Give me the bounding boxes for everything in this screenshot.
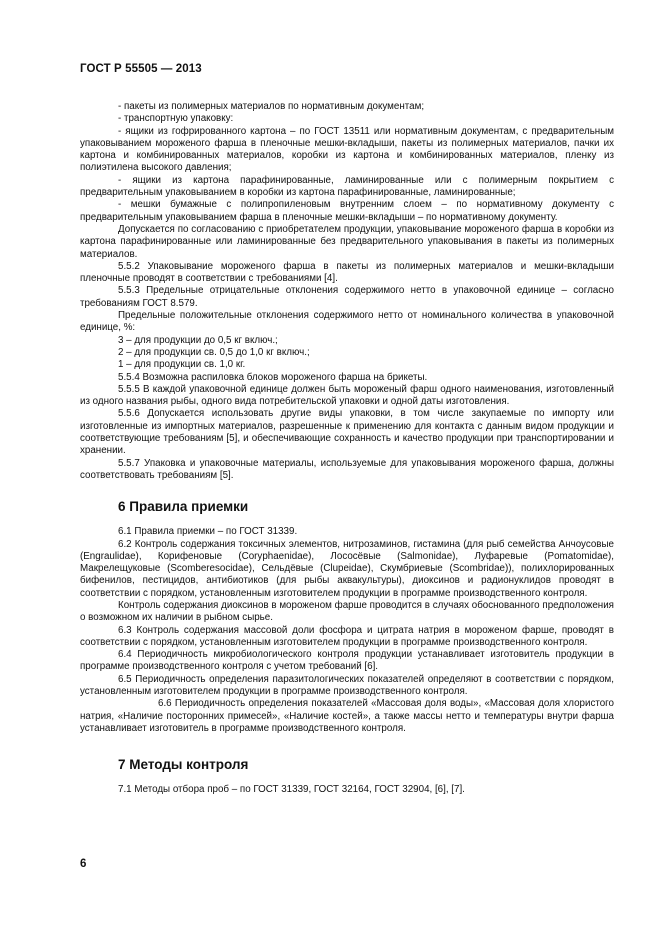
- list-item: - ящики из картона парафинированные, ламинированные или с полимерным покрытием с предварительным упаковыванием в коробки из картона парафинированные, ламинированные;: [80, 174, 614, 199]
- paragraph: 6.6 Периодичность определения показателей «Массовая доля воды», «Массовая доля хлористого натрия, «Наличие посторонних примесей», «Наличие костей», а также массы нетто и температуры внутри фарша устанавливает изготовитель в программе производственного контроля.: [80, 698, 614, 734]
- paragraph: Допускается по согласованию с приобретателем продукции, упаковывание мороженого фарша в коробки из картона парафинированные или ламинированные без предварительного упаковывания в пакеты из полимерных материалов.: [80, 223, 614, 260]
- paragraph: 6.2 Контроль содержания токсичных элементов, нитрозаминов, гистамина (для рыб семейства Анчоусовые (Engraulidae), Корифеновые (Coryphaenidae), Лососёвые (Salmonidae), Луфаревые (Pomatomidae), Макрелещуковые (Scomberesocidae), Сельдёвые (Clupeidae), Скумбриевые (Scombridae)), полихлорированных бифенилов, пестицидов, антибиотиков (для рыбы аквакультуры), диоксинов и радионуклидов проводят в соответствии с порядком, установленным изготовителем продукции в программе производственного контроля.: [80, 538, 614, 599]
- paragraph: 6.4 Периодичность микробиологического контроля продукции устанавливает изготовитель продукции в программе производственного контроля с учетом требований [6].: [80, 649, 614, 673]
- paragraph: 6.3 Контроль содержания массовой доли фосфора и цитрата натрия в мороженом фарше, проводят в соответствии с порядком, установленным изготовителем продукции в программе производственного контроля.: [80, 624, 614, 648]
- document-header: ГОСТ Р 55505 — 2013: [80, 63, 202, 75]
- paragraph: 6.1 Правила приемки – по ГОСТ 31339.: [118, 526, 298, 538]
- list-item: 1 – для продукции св. 1,0 кг.: [118, 359, 246, 371]
- list-item: - ящики из гофрированного картона – по ГОСТ 13511 или нормативным документам, с предварительным упаковыванием мороженого фарша в пленочные мешки-вкладыши, пакеты из полимерных материалов, пачки их картона и комбинированных материалов, коробки из картона и комбинированных материалов, пленку из полиэтилена высокого давления;: [80, 125, 614, 174]
- list-item: - транспортную упаковку:: [118, 113, 234, 125]
- list-item: - пакеты из полимерных материалов по нормативным документам;: [118, 101, 425, 112]
- paragraph: 5.5.6 Допускается использовать другие виды упаковки, в том числе закупаемые по импорту или изготовленные из импортных материалов, разрешенные к применению для контакта с данным видом продукции и соответствующие требованиям [5], и обеспечивающие сохранность и качество продукции при транспортировании и хранении.: [80, 408, 614, 457]
- page-number: 6: [80, 858, 87, 870]
- paragraph: 7.1 Методы отбора проб – по ГОСТ 31339, ГОСТ 32164, ГОСТ 32904, [6], [7].: [118, 784, 465, 796]
- paragraph: 5.5.4 Возможна распиловка блоков мороженого фарша на брикеты.: [118, 371, 428, 383]
- paragraph: 5.5.7 Упаковка и упаковочные материалы, используемые для упаковывания мороженого фарша, должны соответствовать требованиям [5].: [80, 457, 614, 481]
- section-title: 6 Правила приемки: [118, 499, 249, 515]
- paragraph: 5.5.2 Упаковывание мороженого фарша в пакеты из полимерных материалов и мешки-вкладыши пленочные проводят в соответствии с требованиями [4].: [80, 260, 614, 285]
- list-item: - мешки бумажные с полипропиленовым внутренним слоем – по нормативному документу с предварительным упаковыванием фарша в пленочные мешки-вкладыши – по нормативному документу.: [80, 199, 614, 223]
- paragraph: 6.5 Периодичность определения паразитологических показателей определяют в соответствии с порядком, установленным изготовителем продукции в программе производственного контроля.: [80, 673, 614, 698]
- paragraph: 5.5.3 Предельные отрицательные отклонения содержимого нетто в упаковочной единице – согласно требованиям ГОСТ 8.579.: [80, 285, 614, 309]
- list-item: 3 – для продукции до 0,5 кг включ.;: [118, 334, 278, 346]
- section-title: 7 Методы контроля: [118, 757, 249, 773]
- page-content: [80, 101, 614, 797]
- paragraph: Контроль содержания диоксинов в мороженом фарше проводится в случаях обоснованного предположения о возможном их наличии в рыбном сырье.: [80, 599, 614, 624]
- paragraph: Предельные положительные отклонения содержимого нетто от номинального количества в упаковочной единице, %:: [80, 310, 614, 334]
- list-item: 2 – для продукции св. 0,5 до 1,0 кг включ.;: [118, 346, 310, 358]
- paragraph: 5.5.5 В каждой упаковочной единице должен быть мороженый фарш одного наименования, изготовленный из одного названия рыбы, одного вида потребительской упаковки и одной даты изготовления.: [80, 383, 614, 408]
